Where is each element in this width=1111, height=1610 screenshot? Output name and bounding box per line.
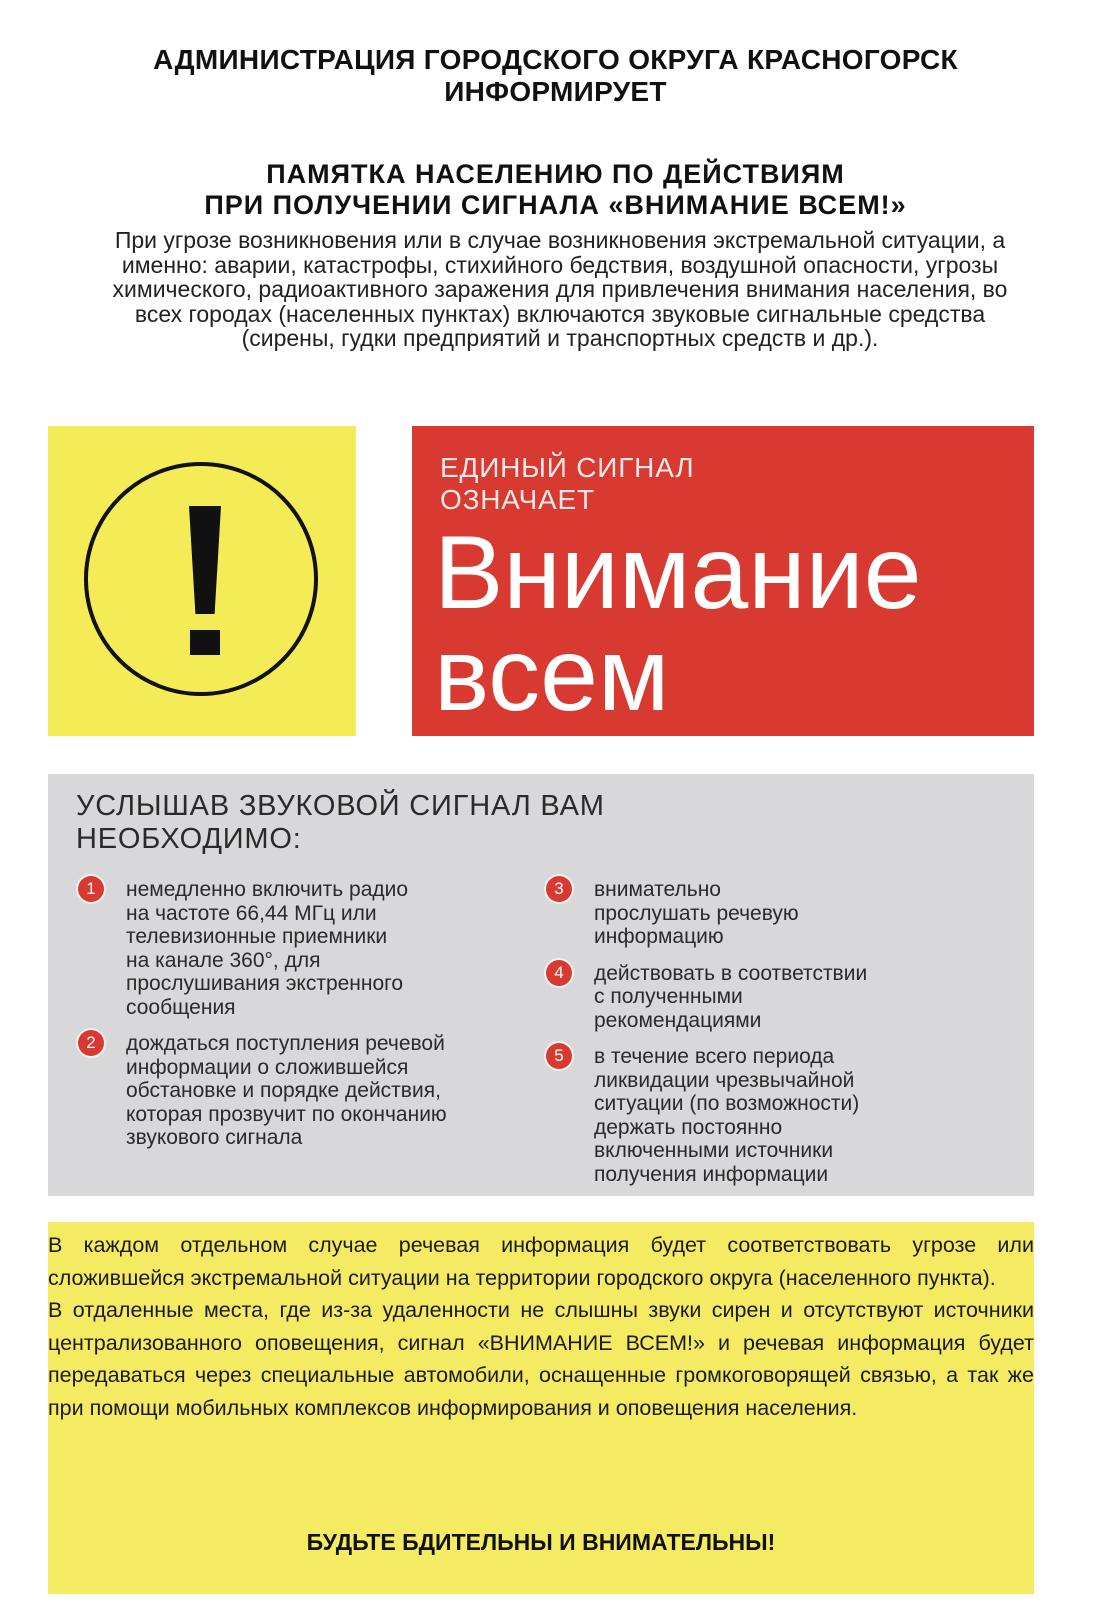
action-step <box>540 962 960 1033</box>
actions-title-line2: НЕОБХОДИМО: <box>76 823 302 855</box>
intro-text: При угрозе возникновения или в случае возникновения экстремальной ситуации, а именно: аварии, катастрофы, стихийного бедствия, воздушной опасности, угрозы химического, радиоактивного заражения для привлечения внимания населения, во всех городах (населенных пунктах) включаются звуковые сигнальные средства (сирены, гудки предприятий и транспортных средств и др.). <box>112 227 1008 351</box>
actions-panel <box>48 774 1034 1196</box>
step-text: дождаться поступления речевой информации о сложившейся обстановке и порядке действия, которая прозвучит по окончанию звукового сигнала <box>126 1032 447 1149</box>
action-step <box>540 1045 960 1186</box>
step-number-badge: 5 <box>546 1043 572 1069</box>
action-step <box>72 878 502 1019</box>
info-paragraph-2: В отдаленные места, где из-за удаленности не слышны звуки сирен и отсутствуют источники централизованного оповещения, сигнал «ВНИМАНИЕ ВСЕМ!» и речевая информация будет передаваться через специальные автомобили, оснащенные громкоговорящей связью, а так же при помощи мобильных комплексов информирования и оповещения населения. <box>48 1298 1034 1420</box>
step-text: в течение всего периода ликвидации чрезвычайной ситуации (по возможности) держать постоянно включенными источники получения информации <box>594 1045 860 1186</box>
org-name-line1: АДМИНИСТРАЦИЯ ГОРОДСКОГО ОКРУГА КРАСНОГОРСК <box>153 44 958 75</box>
action-step <box>72 1032 502 1150</box>
signal-subtitle-line2: ОЗНАЧАЕТ <box>440 484 595 515</box>
call-to-action: БУДЬТЕ БДИТЕЛЬНЫ И ВНИМАТЕЛЬНЫ! <box>306 1529 776 1555</box>
signal-headline-line2: всем <box>434 617 670 733</box>
warning-panel <box>48 426 356 736</box>
info-paragraph-1: В каждом отдельном случае речевая информация будет соответствовать угрозе или сложившейся экстремальной ситуации на территории городского округа (населенного пункта). <box>48 1233 1034 1290</box>
org-name-line2: ИНФОРМИРУЕТ <box>444 76 667 107</box>
signal-panel <box>412 426 1034 736</box>
actions-column-left <box>72 878 502 1163</box>
step-number-badge: 4 <box>546 960 572 986</box>
memo-title-line1: ПАМЯТКА НАСЕЛЕНИЮ ПО ДЕЙСТВИЯМ <box>266 159 845 189</box>
step-text: внимательно прослушать речевую информацию <box>594 878 799 948</box>
step-text: немедленно включить радио на частоте 66,44 МГц или телевизионные приемники на канале 360°, для прослушивания экстренного сообщения <box>126 878 409 1019</box>
step-text: действовать в соответствии с полученными рекомендациями <box>594 961 868 1032</box>
header <box>0 44 1111 221</box>
actions-title <box>76 790 605 856</box>
signal-subtitle <box>440 452 694 516</box>
step-number-badge: 3 <box>546 876 572 902</box>
actions-title-line1: УСЛЫШАВ ЗВУКОВОЙ СИГНАЛ ВАМ <box>76 790 605 822</box>
signal-headline <box>434 515 922 733</box>
signal-subtitle-line1: ЕДИНЫЙ СИГНАЛ <box>440 452 695 483</box>
memo-title-line2: ПРИ ПОЛУЧЕНИИ СИГНАЛА «ВНИМАНИЕ ВСЕМ!» <box>204 190 907 220</box>
exclamation-bar <box>189 506 221 614</box>
exclamation-dot <box>190 630 220 655</box>
actions-column-right <box>540 878 960 1199</box>
info-panel <box>48 1222 1034 1594</box>
step-number-badge: 1 <box>78 876 104 902</box>
step-number-badge: 2 <box>78 1030 104 1056</box>
exclamation-warning-icon <box>84 462 318 696</box>
action-step <box>540 878 960 949</box>
signal-headline-line1: Внимание <box>434 515 922 631</box>
info-text <box>48 1229 1034 1424</box>
